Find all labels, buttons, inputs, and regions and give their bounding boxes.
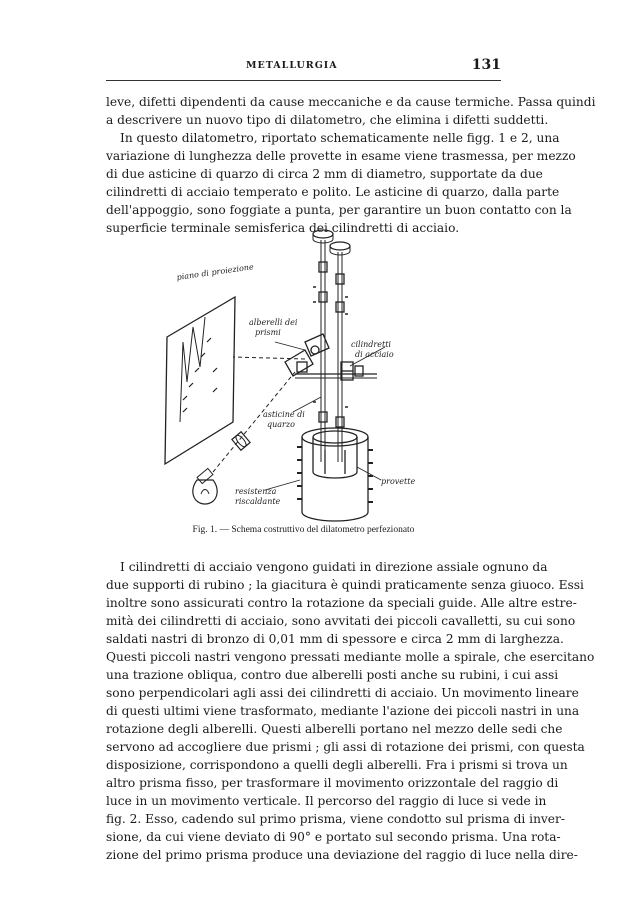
text-line: saldati nastri di bronzo di 0,01 mm di spessore e circa 2 mm di larghezza. bbox=[106, 632, 564, 646]
text-line: luce in un movimento verticale. Il percorso del raggio di luce si vede in bbox=[106, 794, 547, 808]
label-provette: provette bbox=[381, 477, 416, 486]
light-ray bbox=[233, 357, 305, 359]
text-line: inoltre sono assicurati contro la rotazione da speciali guide. Alle altre estre- bbox=[106, 596, 577, 610]
label-alberelli: alberelli dei bbox=[249, 318, 298, 327]
label-resistenza: resistenza bbox=[235, 487, 277, 496]
text-line: Questi piccoli nastri vengono pressati mediante molle a spirale, che esercitano bbox=[106, 650, 595, 664]
prism-assembly bbox=[285, 334, 329, 376]
text-line: zione del primo prisma produce una deviazione del raggio di luce nella dire- bbox=[106, 848, 578, 862]
page-number: 131 bbox=[471, 57, 501, 73]
furnace bbox=[302, 428, 368, 521]
text-line: sione, da cui viene deviato di 90° e portato sul secondo prisma. Una rota- bbox=[106, 830, 561, 844]
label-plane: piano di proiezione bbox=[176, 262, 255, 282]
header-rule bbox=[106, 80, 501, 81]
text-line: sono perpendicolari agli assi dei cilindretti di acciaio. Un movimento lineare bbox=[106, 686, 579, 700]
label-di-acciaio: di acciaio bbox=[355, 350, 394, 359]
paragraph-description bbox=[106, 558, 595, 864]
text-line: In questo dilatometro, riportato schematicamente nelle figg. 1 e 2, una bbox=[120, 131, 560, 145]
text-line: fig. 2. Esso, cadendo sul primo prisma, viene condotto sul prisma di inver- bbox=[106, 812, 565, 826]
projection-plane bbox=[165, 297, 235, 464]
knob-1 bbox=[313, 230, 333, 238]
lamp bbox=[193, 468, 217, 504]
text-line: una trazione obliqua, contro due alberelli posti anche su rubini, i cui assi bbox=[106, 668, 559, 682]
text-line: superficie terminale semisferica dei cilindretti di acciaio. bbox=[106, 221, 460, 235]
lens bbox=[232, 432, 250, 450]
heating-coil bbox=[297, 447, 373, 502]
label-asticine: asticine di bbox=[263, 410, 305, 419]
paragraph-intro bbox=[106, 93, 596, 237]
text-line: due supporti di rubino ; la giacitura è quindi praticamente senza giuoco. Essi bbox=[106, 578, 584, 592]
text-line: dell'appoggio, sono foggiate a punta, per garantire un buon contatto con la bbox=[106, 203, 572, 217]
label-riscaldante: riscaldante bbox=[235, 497, 281, 506]
page-header bbox=[106, 58, 501, 78]
plane-trace bbox=[180, 317, 205, 422]
text-line: disposizione, corrispondono a quelli degli alberelli. Fra i prismi si trova un bbox=[106, 758, 568, 772]
text-line: a descrivere un nuovo tipo di dilatometro, che elimina i difetti suddetti. bbox=[106, 113, 549, 127]
label-cilindretti: cilindretti bbox=[351, 340, 391, 349]
text-line: altro prisma fisso, per trasformare il movimento orizzontale del raggio di bbox=[106, 776, 559, 790]
text-line: di due asticine di quarzo di circa 2 mm di diametro, supportate da due bbox=[106, 167, 543, 181]
label-prismi: prismi bbox=[255, 328, 281, 337]
text-line: leve, difetti dipendenti da cause meccaniche e da cause termiche. Passa quindi bbox=[106, 95, 596, 109]
text-line: I cilindretti di acciaio vengono guidati in direzione assiale ognuno da bbox=[120, 560, 548, 574]
text-line: cilindretti di acciaio temperato e polito. Le asticine di quarzo, dalla parte bbox=[106, 185, 560, 199]
text-line: variazione di lunghezza delle provette in esame viene trasmessa, per mezzo bbox=[106, 149, 576, 163]
text-line: di questi ultimi viene trasformato, mediante l'azione dei piccoli nastri in una bbox=[106, 704, 580, 718]
label-quarzo: quarzo bbox=[267, 420, 295, 429]
dilatometer-figure bbox=[145, 222, 465, 517]
text-line: servono ad accogliere due prismi ; gli assi di rotazione dei prismi, con questa bbox=[106, 740, 585, 754]
text-line: rotazione degli alberelli. Questi alberelli portano nel mezzo delle sedi che bbox=[106, 722, 563, 736]
knob-2 bbox=[330, 242, 350, 250]
text-line: mità dei cilindretti di acciaio, sono avvitati dei piccoli cavalletti, su cui sono bbox=[106, 614, 576, 628]
running-title: METALLURGIA bbox=[246, 60, 338, 71]
figure-caption: Fig. 1. — Schema costruttivo del dilatometro perfezionato bbox=[192, 525, 415, 535]
